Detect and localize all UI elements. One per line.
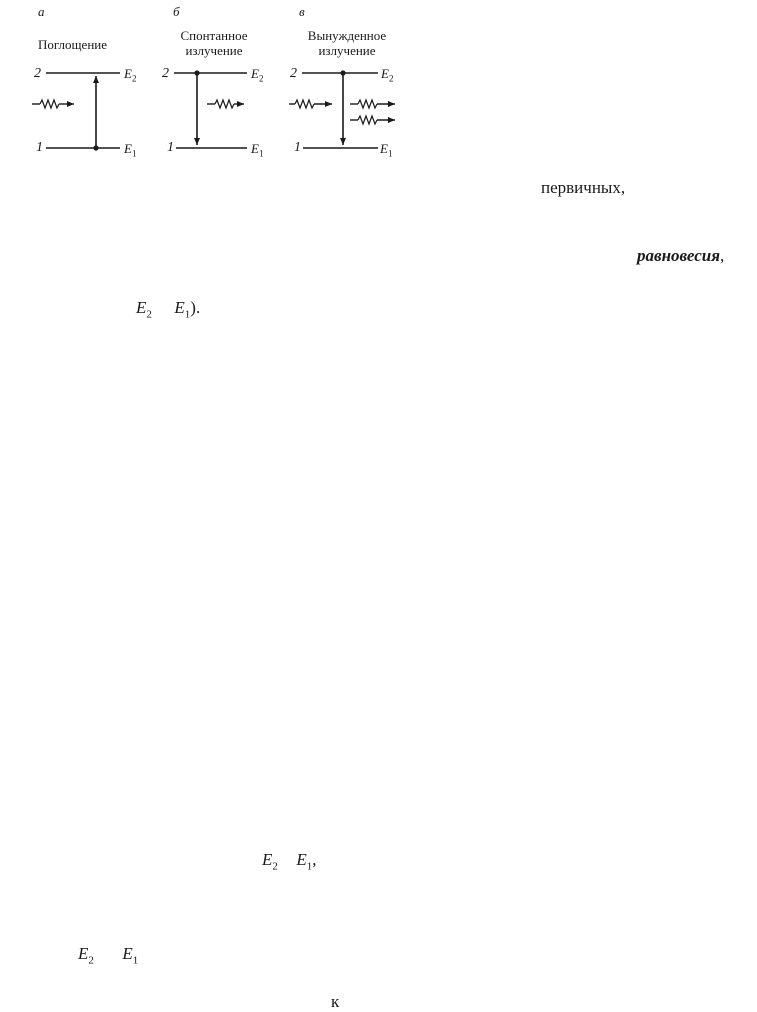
panel-v-incoming-photon bbox=[289, 100, 332, 108]
emphasis-ravnovesiya: равновесия bbox=[637, 246, 720, 265]
panel-a-lower-level-number: 1 bbox=[36, 140, 43, 155]
formula-e2-e1: $E_2$ $E_1$ bbox=[78, 944, 139, 967]
panel-a-upper-level-number: 2 bbox=[34, 66, 41, 81]
text-fragment-pervichnyh: первичных, bbox=[541, 178, 626, 197]
panel-a-lower-energy-label: $E_1$ bbox=[124, 141, 137, 159]
panel-a-title: Поглощение bbox=[38, 37, 108, 52]
text-fragment-ravnovesiya bbox=[637, 246, 724, 266]
panel-v-letter: в bbox=[299, 4, 305, 19]
panel-v-stimulated-photon-1 bbox=[350, 100, 395, 108]
panel-b-title-line1: Спонтанное bbox=[180, 28, 248, 43]
comma: , bbox=[720, 246, 725, 265]
panel-v-upper-energy-label: $E_2$ bbox=[381, 66, 394, 84]
panel-v-stimulated-photon-2 bbox=[350, 116, 395, 124]
panel-a-letter: а bbox=[38, 4, 45, 19]
panel-b-upper-energy-label: $E_2$ bbox=[251, 66, 264, 84]
formula-e2-e1-paren: $E_2$ $E_1$). bbox=[136, 298, 201, 321]
panel-v-upper-level-number: 2 bbox=[290, 66, 297, 81]
panel-b-lower-level-number: 1 bbox=[167, 140, 174, 155]
panel-b-lower-energy-label: $E_1$ bbox=[251, 141, 264, 159]
panel-v-title-line2: излучение bbox=[318, 43, 376, 58]
panel-b-upper-level-number: 2 bbox=[162, 66, 169, 81]
panel-b-diagram bbox=[174, 70, 247, 148]
panel-b-emitted-photon bbox=[207, 100, 244, 108]
panel-a-diagram bbox=[32, 73, 120, 151]
panel-a-incoming-photon bbox=[32, 100, 74, 108]
panel-v-diagram bbox=[289, 70, 395, 148]
formula-e2-e1-comma: $E_2$ $E_1$, bbox=[262, 850, 317, 873]
panel-a-upper-energy-label: $E_2$ bbox=[124, 66, 137, 84]
panel-v-title-line1: Вынужденное bbox=[307, 28, 387, 43]
panel-b-letter: б bbox=[173, 4, 180, 19]
text-fragment-k: к bbox=[331, 992, 340, 1011]
panel-b-title-line2: излучение bbox=[185, 43, 243, 58]
panel-v-lower-level-number: 1 bbox=[294, 140, 301, 155]
energy-level-drawing bbox=[0, 0, 757, 170]
panel-v-lower-energy-label: $E_1$ bbox=[380, 141, 393, 159]
